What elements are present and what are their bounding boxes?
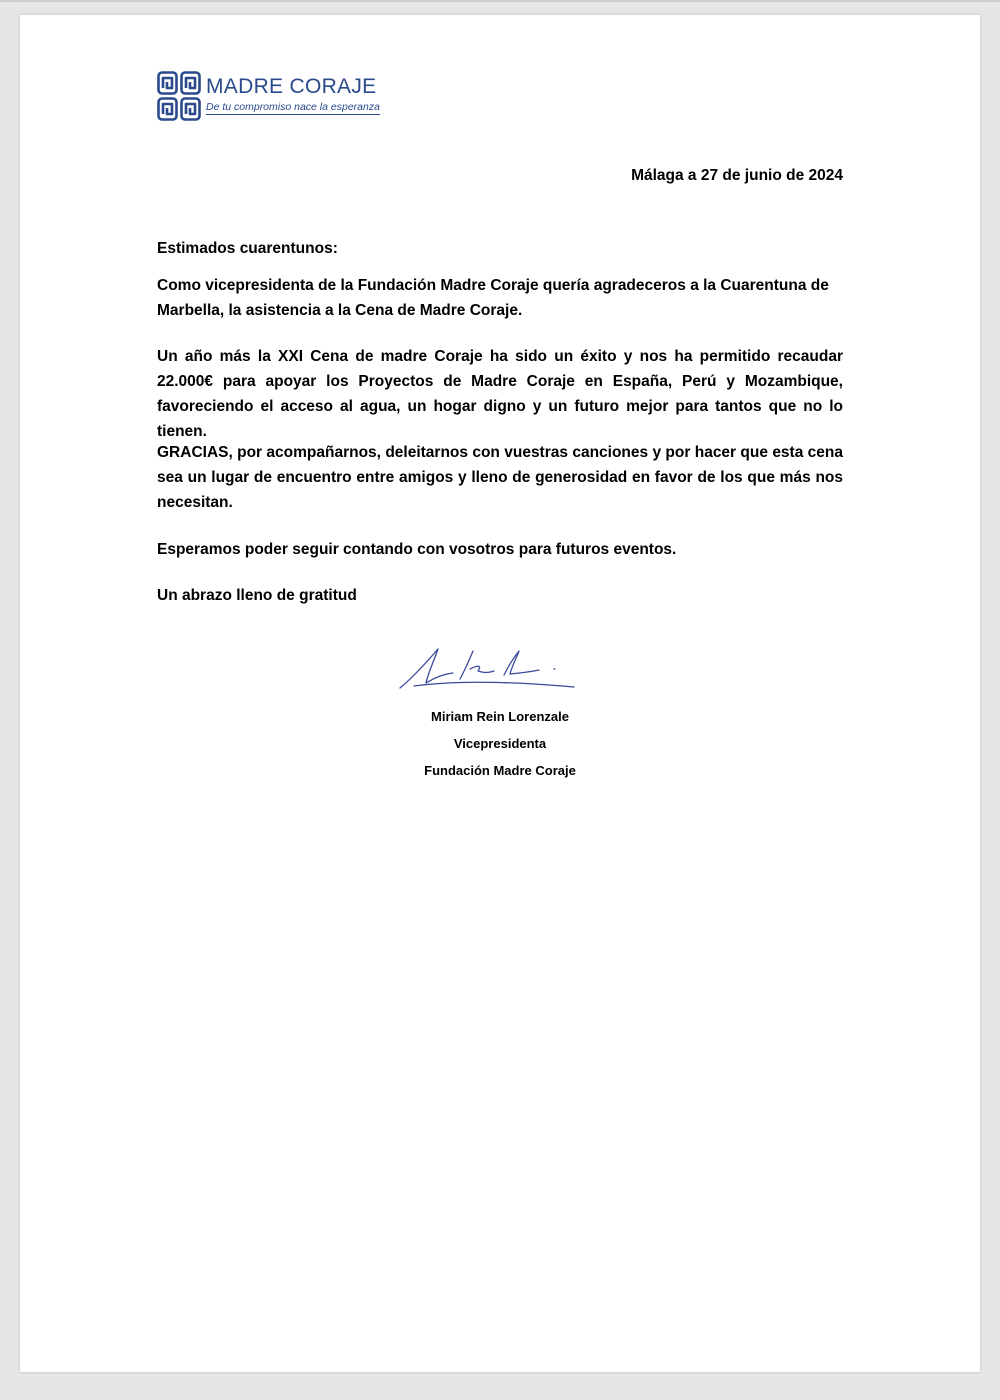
letter-paragraph-3: GRACIAS, por acompañarnos, deleitarnos con vuestras canciones y por hacer que esta cena sea un lugar de encuentro entre amigos y lleno de generosidad en favor de los que más nos necesitan.: [157, 444, 843, 511]
madre-coraje-logo-icon: [157, 71, 201, 121]
letter-date: Málaga a 27 de junio de 2024: [631, 167, 843, 184]
letter-paragraph-2: Un año más la XXI Cena de madre Coraje ha sido un éxito y nos ha permitido recaudar 22.000€ para apoyar los Proyectos de Madre Coraje en España, Perú y Mozambique, favoreciendo el acceso al agua, un hogar digno y un futuro mejor para tantos que no lo tienen.: [157, 348, 843, 440]
letter-paragraph-4: Esperamos poder seguir contando con vosotros para futuros eventos.: [157, 541, 677, 558]
logo-tagline: De tu compromiso nace la esperanza: [206, 101, 380, 113]
logo-wordmark: MADRE CORAJE: [206, 75, 377, 98]
window-top-edge: [0, 0, 1000, 2]
signatory-name: Miriam Rein Lorenzale: [431, 709, 569, 724]
letter-paragraph-1: Como vicepresidenta de la Fundación Madre Coraje quería agradeceros a la Cuarentuna de Marbella, la asistencia a la Cena de Madre Coraje.: [157, 277, 829, 319]
signatory-organization: Fundación Madre Coraje: [424, 763, 576, 778]
signatory-title: Vicepresidenta: [453, 736, 547, 751]
signature-block: [350, 703, 650, 784]
handwritten-signature: [398, 643, 578, 691]
madre-coraje-logo: [157, 71, 387, 121]
letter-greeting: Estimados cuarentunos:: [157, 240, 338, 257]
letter-closing: Un abrazo lleno de gratitud: [157, 587, 357, 604]
letter-page: [20, 15, 980, 1372]
